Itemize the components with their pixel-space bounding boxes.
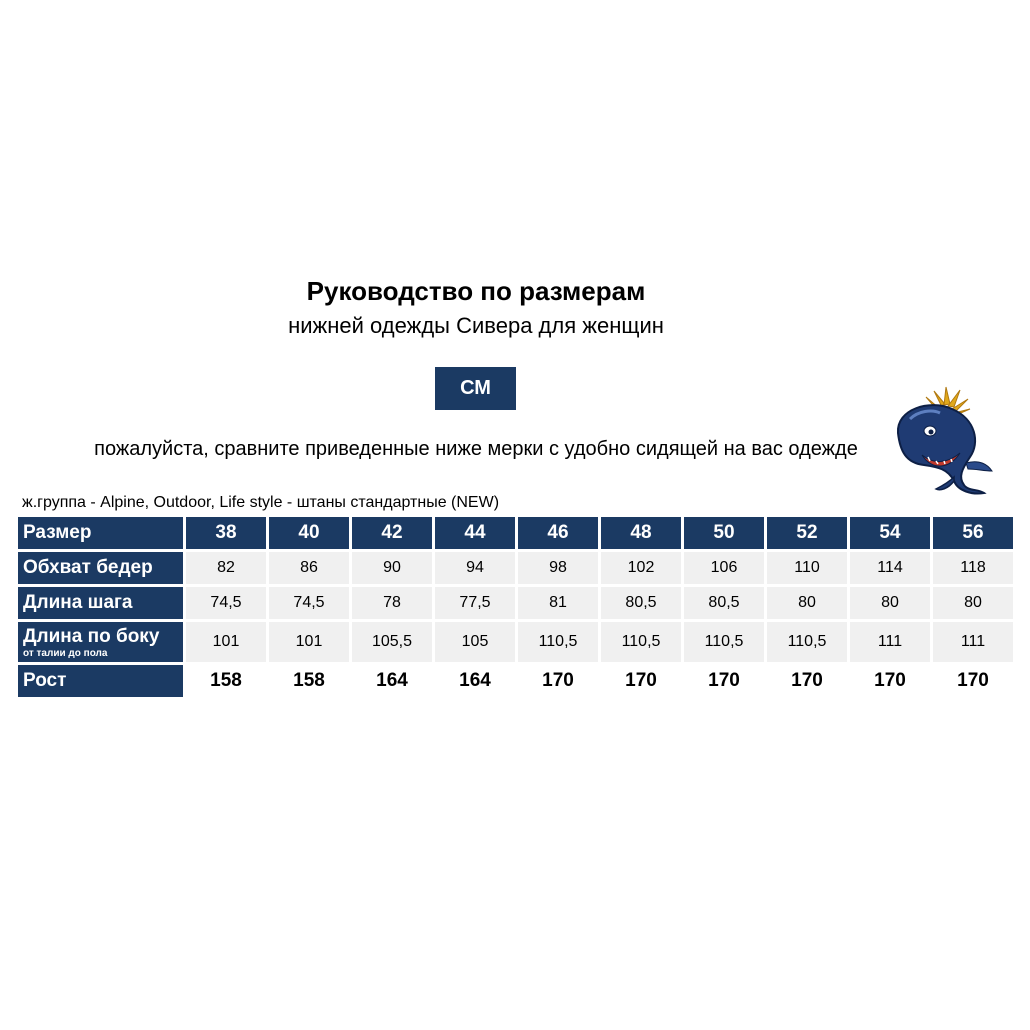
row-header-label: Длина по боку	[23, 625, 160, 647]
table-cell: 98	[518, 552, 598, 584]
table-cell: 81	[518, 587, 598, 619]
table-cell: 80,5	[684, 587, 764, 619]
size-header-cell: 38	[186, 517, 266, 549]
table-cell: 90	[352, 552, 432, 584]
row-header-sublabel: от талии до пола	[23, 647, 108, 659]
table-cell: 164	[435, 665, 515, 697]
table-cell: 74,5	[269, 587, 349, 619]
row-header-height: Рост	[18, 665, 183, 697]
table-cell: 170	[684, 665, 764, 697]
table-cell: 80,5	[601, 587, 681, 619]
table-row	[18, 622, 1013, 662]
size-header-cell: 46	[518, 517, 598, 549]
table-cell: 86	[269, 552, 349, 584]
table-cell: 78	[352, 587, 432, 619]
table-row	[18, 665, 1013, 697]
measurement-note: пожалуйста, сравните приведенные ниже мерки с удобно сидящей на вас одежде	[94, 438, 858, 460]
table-header-row	[18, 517, 1013, 549]
table-cell: 111	[850, 622, 930, 662]
row-header-side-length	[18, 622, 183, 662]
table-cell: 110,5	[601, 622, 681, 662]
table-cell: 170	[933, 665, 1013, 697]
row-header-inseam: Длина шага	[18, 587, 183, 619]
size-header-cell: 42	[352, 517, 432, 549]
table-cell: 102	[601, 552, 681, 584]
size-header-cell: 48	[601, 517, 681, 549]
table-cell: 110	[767, 552, 847, 584]
table-cell: 110,5	[518, 622, 598, 662]
table-cell: 111	[933, 622, 1013, 662]
size-header-cell: 40	[269, 517, 349, 549]
size-header-cell: 54	[850, 517, 930, 549]
table-cell: 80	[933, 587, 1013, 619]
table-cell: 101	[269, 622, 349, 662]
table-cell: 77,5	[435, 587, 515, 619]
table-cell: 82	[186, 552, 266, 584]
table-cell: 106	[684, 552, 764, 584]
table-cell: 80	[767, 587, 847, 619]
table-cell: 170	[518, 665, 598, 697]
table-cell: 170	[601, 665, 681, 697]
table-cell: 110,5	[684, 622, 764, 662]
size-chart-table	[15, 514, 1016, 700]
table-cell: 94	[435, 552, 515, 584]
table-cell: 105,5	[352, 622, 432, 662]
table-cell: 158	[186, 665, 266, 697]
size-header-cell: 44	[435, 517, 515, 549]
size-header-cell: 56	[933, 517, 1013, 549]
table-row	[18, 587, 1013, 619]
size-header-cell: 50	[684, 517, 764, 549]
row-header-hip: Обхват бедер	[18, 552, 183, 584]
table-row	[18, 552, 1013, 584]
table-cell: 170	[767, 665, 847, 697]
table-cell: 105	[435, 622, 515, 662]
table-cell: 158	[269, 665, 349, 697]
table-cell: 114	[850, 552, 930, 584]
page-title: Руководство по размерам	[306, 276, 646, 306]
size-header-cell: 52	[767, 517, 847, 549]
table-cell: 118	[933, 552, 1013, 584]
table-cell: 170	[850, 665, 930, 697]
table-cell: 164	[352, 665, 432, 697]
whale-mascot-icon	[888, 385, 1008, 497]
page-subtitle: нижней одежды Сивера для женщин	[288, 313, 664, 338]
row-header-size: Размер	[18, 517, 183, 549]
table-cell: 110,5	[767, 622, 847, 662]
product-group-label: ж.группа - Alpine, Outdoor, Life style - штаны стандартные (NEW)	[22, 494, 500, 511]
table-cell: 101	[186, 622, 266, 662]
table-cell: 74,5	[186, 587, 266, 619]
unit-badge: СМ	[435, 367, 516, 410]
table-cell: 80	[850, 587, 930, 619]
